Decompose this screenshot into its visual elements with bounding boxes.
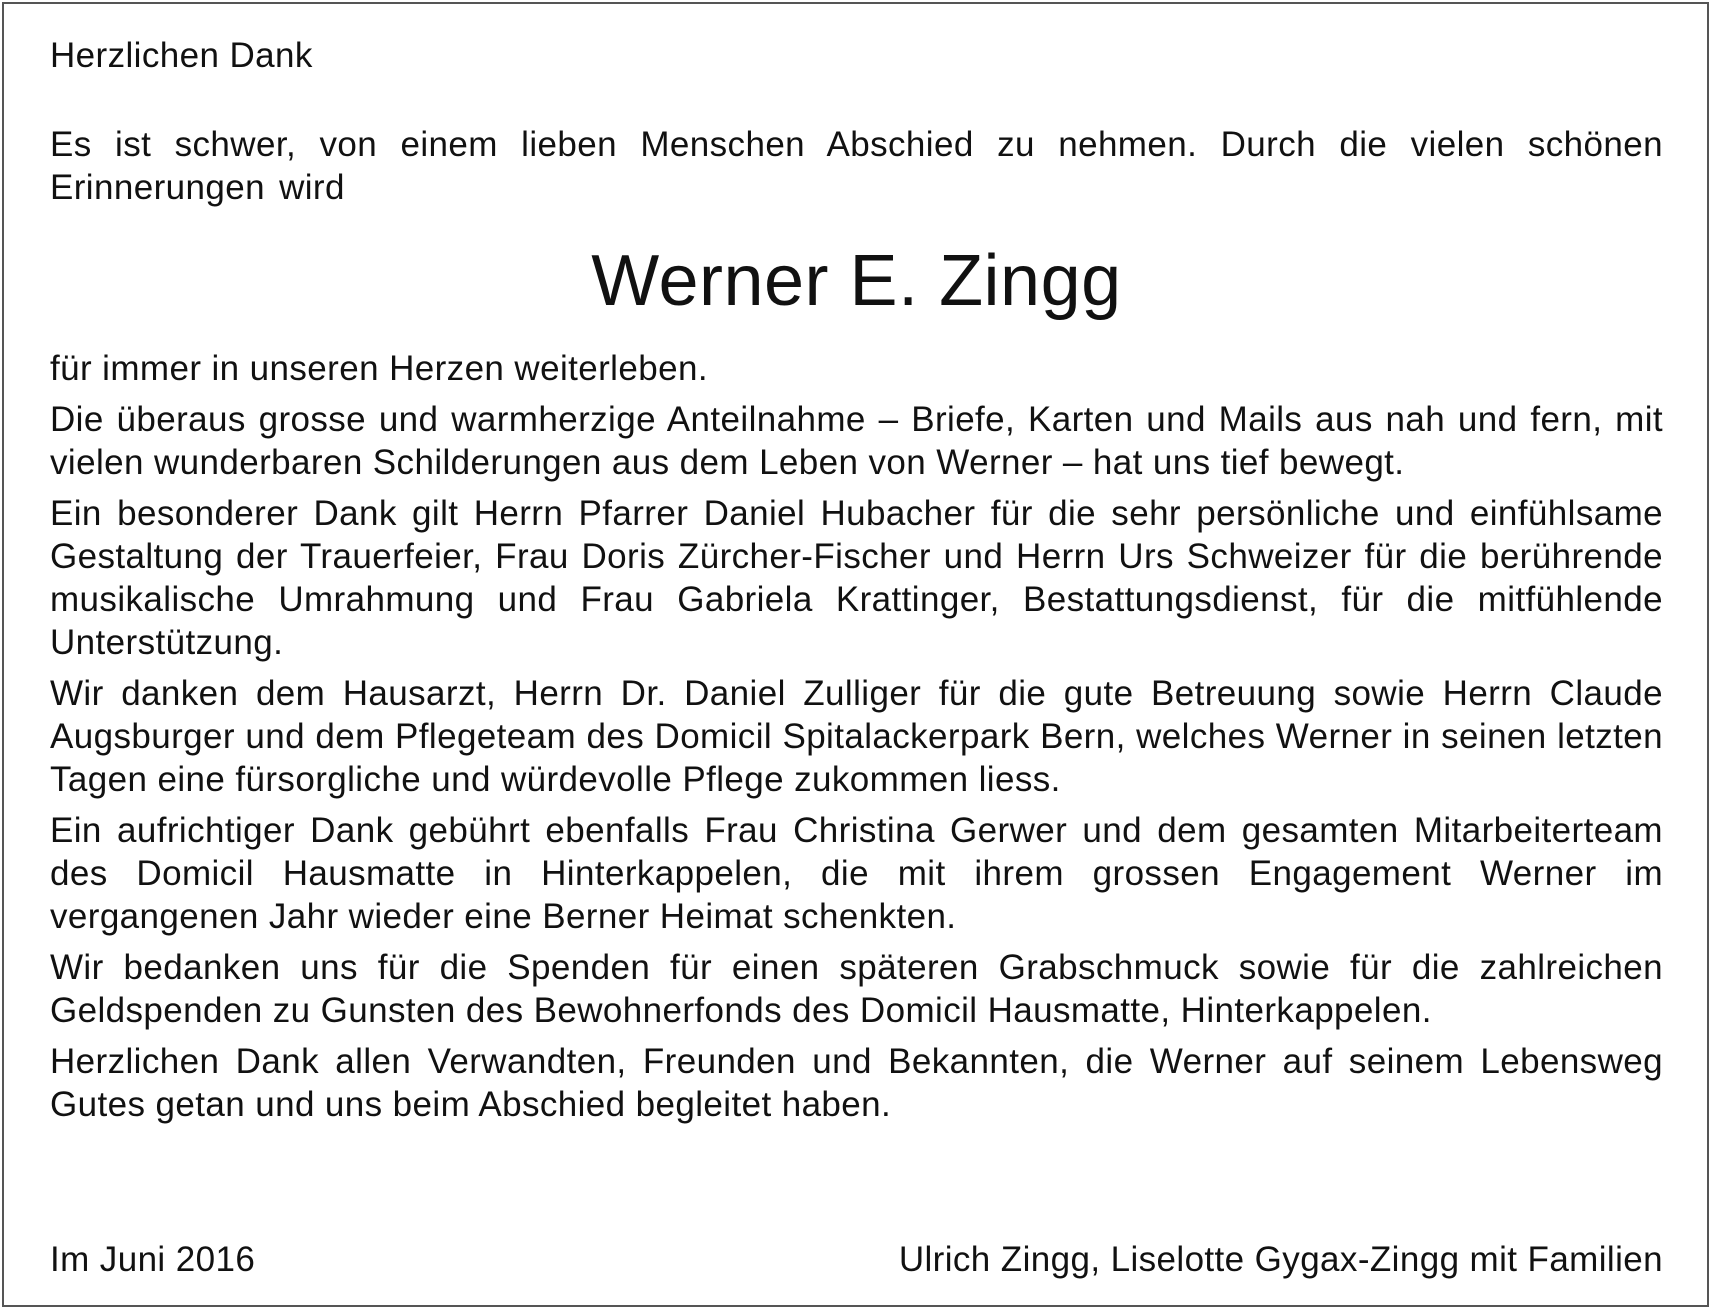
notice-signature: Ulrich Zingg, Liselotte Gygax-Zingg mit Familien	[898, 1240, 1663, 1279]
paragraph-care-thanks: Wir danken dem Hausarzt, Herrn Dr. Daniel Zulliger für die gute Betreuung sowie Herrn Claude Augsburger und dem Pflegeteam des Domicil Spitalackerpark Bern, welches Werner in seinen letzten Tagen eine fürsorgliche und würdevolle Pflege zukommen liess.	[50, 674, 1663, 799]
notice-footer	[50, 1238, 1663, 1281]
notice-heading: Herzlichen Dank	[50, 36, 313, 75]
intro-text: Es ist schwer, von einem lieben Menschen Abschied zu nehmen. Durch die vielen schönen Erinnerungen wird	[50, 125, 1663, 207]
paragraph-home-thanks: Ein aufrichtiger Dank gebührt ebenfalls Frau Christina Gerwer und dem gesamten Mitarbeiterteam des Domicil Hausmatte in Hinterkappelen, die mit ihrem grossen Engagement Werner im vergangenen Jahr wieder eine Berner Heimat schenkten.	[50, 811, 1663, 936]
paragraph-donations-thanks: Wir bedanken uns für die Spenden für einen späteren Grabschmuck sowie für die zahlreichen Geldspenden zu Gunsten des Bewohnerfonds des Domicil Hausmatte, Hinterkappelen.	[50, 948, 1663, 1030]
paragraph-remembrance: für immer in unseren Herzen weiterleben.	[50, 349, 708, 388]
paragraph-sympathy: Die überaus grosse und warmherzige Anteilnahme – Briefe, Karten und Mails aus nah und fern, mit vielen wunderbaren Schilderungen aus dem Leben von Werner – hat uns tief bewegt.	[50, 400, 1663, 482]
notice-body	[50, 34, 1663, 1126]
paragraph-funeral-thanks: Ein besonderer Dank gilt Herrn Pfarrer Daniel Hubacher für die sehr persönliche und einfühlsame Gestaltung der Trauerfeier, Frau Doris Zürcher-Fischer und Herrn Urs Schweizer für die berührende musikalische Umrahmung und Frau Gabriela Krattinger, Bestattungsdienst, für die mitfühlende Unterstützung.	[50, 494, 1663, 662]
deceased-name: Werner E. Zingg	[591, 241, 1122, 321]
paragraph-family-thanks: Herzlichen Dank allen Verwandten, Freunden und Bekannten, die Werner auf seinem Lebensweg Gutes getan und uns beim Abschied begleitet haben.	[50, 1042, 1663, 1124]
notice-date: Im Juni 2016	[50, 1240, 256, 1279]
